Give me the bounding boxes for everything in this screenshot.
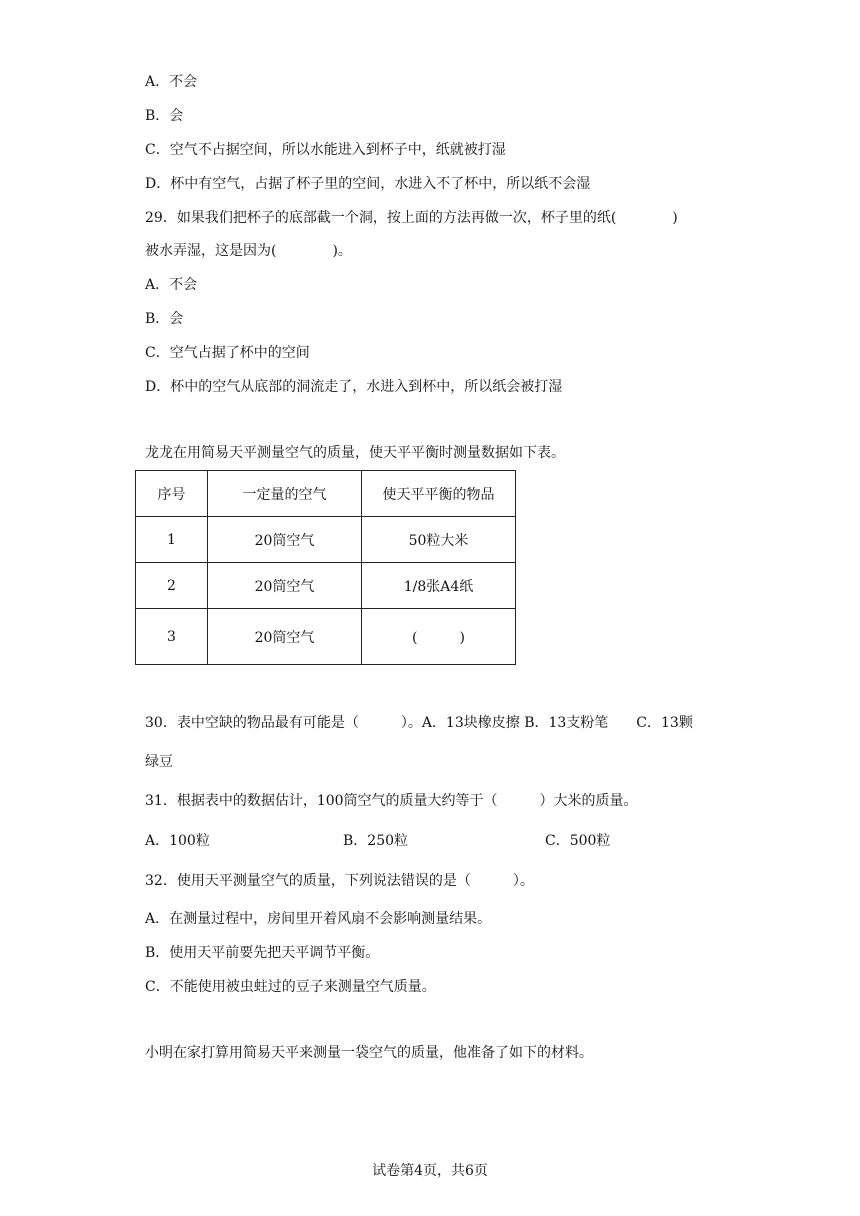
q28-option-c: C．空气不占据空间，所以水能进入到杯子中，纸就被打湿 xyxy=(145,142,506,158)
q28-option-d: D．杯中有空气，占据了杯子里的空间，水进入不了杯中，所以纸不会湿 xyxy=(145,176,591,192)
q30-stem-line2: 绿豆 xyxy=(145,754,173,770)
table-cell: 1 xyxy=(136,517,208,563)
q31-stem: 31．根据表中的数据估计，100筒空气的质量大约等于（ ）大米的质量。 xyxy=(145,793,638,809)
table-cell: 1/8张A4纸 xyxy=(362,563,516,609)
q31-option-b: B．250粒 xyxy=(343,833,409,849)
table-cell: 3 xyxy=(136,609,208,665)
q29-stem-line1: 29．如果我们把杯子的底部截一个洞，按上面的方法再做一次，杯子里的纸( ) xyxy=(145,210,678,226)
table-header: 序号 xyxy=(136,471,208,517)
q29-option-a: A．不会 xyxy=(145,277,198,293)
q32-option-a: A．在测量过程中，房间里开着风扇不会影响测量结果。 xyxy=(145,911,492,927)
q29-option-c: C．空气占据了杯中的空间 xyxy=(145,345,310,361)
q30-stem-line1: 30．表中空缺的物品最有可能是（ ）。A．13块橡皮擦 B．13支粉笔 C．13颗 xyxy=(145,715,693,731)
table-cell: 50粒大米 xyxy=(362,517,516,563)
q28-option-a: A．不会 xyxy=(145,74,198,90)
q32-option-b: B．使用天平前要先把天平调节平衡。 xyxy=(145,945,380,961)
q29-option-d: D．杯中的空气从底部的洞流走了，水进入到杯中，所以纸会被打湿 xyxy=(145,379,563,395)
table-row xyxy=(136,609,516,665)
table-header-row xyxy=(136,471,516,517)
table-cell: 20筒空气 xyxy=(208,517,362,563)
materials-intro: 小明在家打算用简易天平来测量一袋空气的质量，他准备了如下的材料。 xyxy=(145,1045,593,1061)
page-footer: 试卷第4页，共6页 xyxy=(372,1163,488,1179)
q31-option-a: A．100粒 xyxy=(145,833,210,849)
table-cell: 20筒空气 xyxy=(208,609,362,665)
q29-stem-line2: 被水弄湿，这是因为( )。 xyxy=(145,243,352,259)
q28-option-b: B．会 xyxy=(145,108,184,124)
table-header: 一定量的空气 xyxy=(208,471,362,517)
table-header: 使天平平衡的物品 xyxy=(362,471,516,517)
balance-intro: 龙龙在用简易天平测量空气的质量，使天平平衡时测量数据如下表。 xyxy=(145,445,565,461)
table-cell: 2 xyxy=(136,563,208,609)
q31-option-c: C．500粒 xyxy=(545,833,611,849)
q29-option-b: B．会 xyxy=(145,311,184,327)
table-row xyxy=(136,563,516,609)
measurement-table xyxy=(135,470,516,665)
table-cell: ( ) xyxy=(362,609,516,665)
table-cell: 20筒空气 xyxy=(208,563,362,609)
table-row xyxy=(136,517,516,563)
q32-option-c: C．不能使用被虫蛀过的豆子来测量空气质量。 xyxy=(145,979,436,995)
q32-stem: 32．使用天平测量空气的质量，下列说法错误的是（ ）。 xyxy=(145,873,534,889)
